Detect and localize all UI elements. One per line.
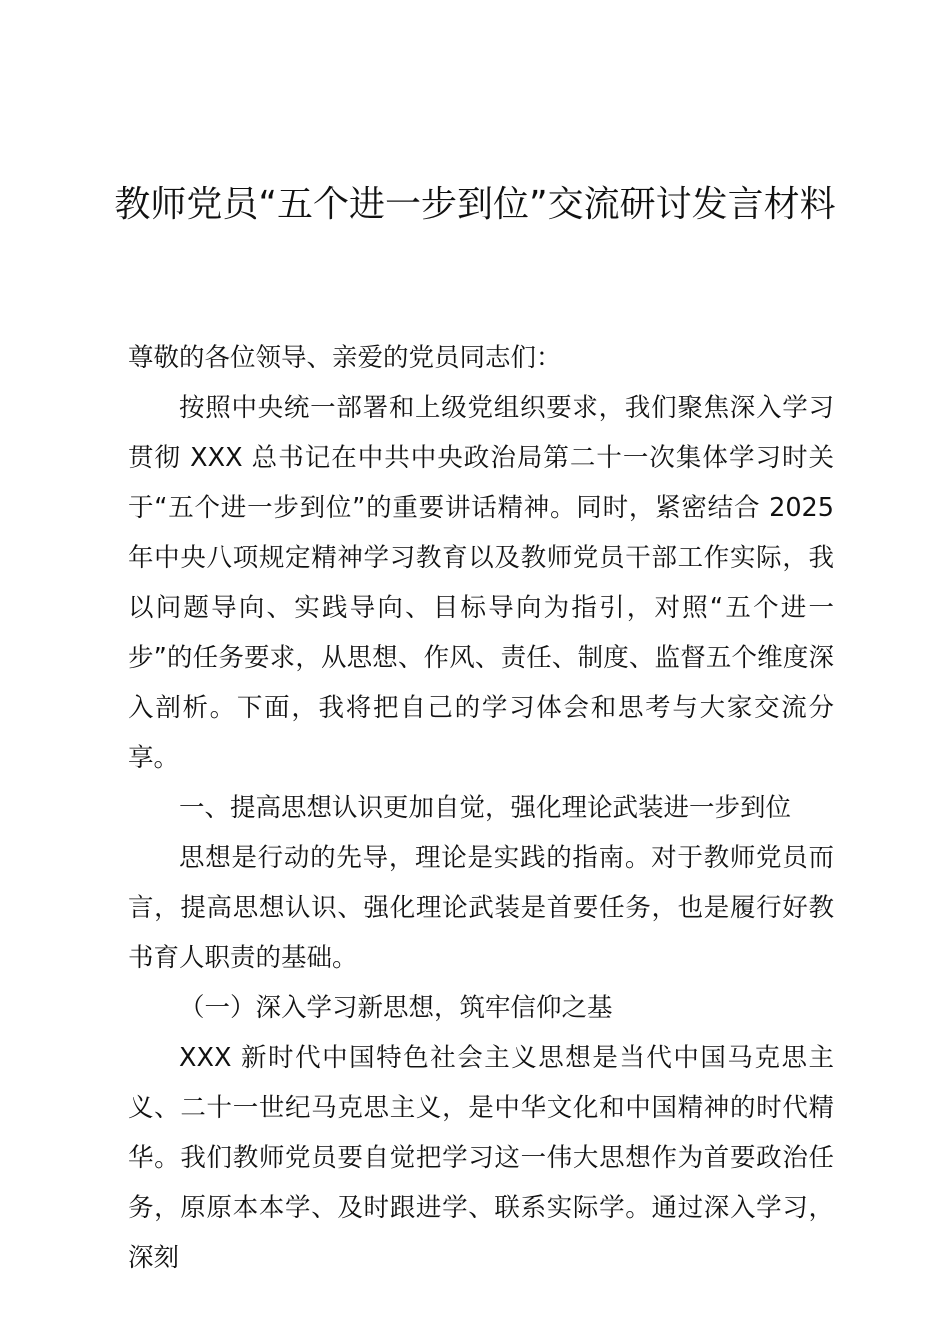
document-body <box>128 333 834 1283</box>
section-heading-1: 一、提高思想认识更加自觉，强化理论武装进一步到位 <box>179 793 792 823</box>
intro-paragraph: 按照中央统一部署和上级党组织要求，我们聚焦深入学习贯彻 XXX 总书记在中共中央政治局第二十一次集体学习时关于“五个进一步到位”的重要讲话精神。同时，紧密结合 2025 年中央八项规定精神学习教育以及教师党员干部工作实际，我以问题导向、实践导向、目标导向为指引，对照“五个进一步”的任务要求，从思想、作风、责任、制度、监督五个维度深入剖析。下面，我将把自己的学习体会和思考与大家交流分享。 <box>128 393 834 773</box>
subsection-1-paragraph: XXX 新时代中国特色社会主义思想是当代中国马克思主义、二十一世纪马克思主义，是中华文化和中国精神的时代精华。我们教师党员要自觉把学习这一伟大思想作为首要政治任务，原原本本学、及时跟进学、联系实际学。通过深入学习，深刻 <box>128 1043 834 1273</box>
subsection-heading-1: （一）深入学习新思想，筑牢信仰之基 <box>179 993 613 1023</box>
salutation: 尊敬的各位领导、亲爱的党员同志们： <box>128 343 562 373</box>
section-1-paragraph: 思想是行动的先导，理论是实践的指南。对于教师党员而言，提高思想认识、强化理论武装是首要任务，也是履行好教书育人职责的基础。 <box>128 843 834 973</box>
document-title: 教师党员“五个进一步到位”交流研讨发言材料 <box>114 184 836 225</box>
